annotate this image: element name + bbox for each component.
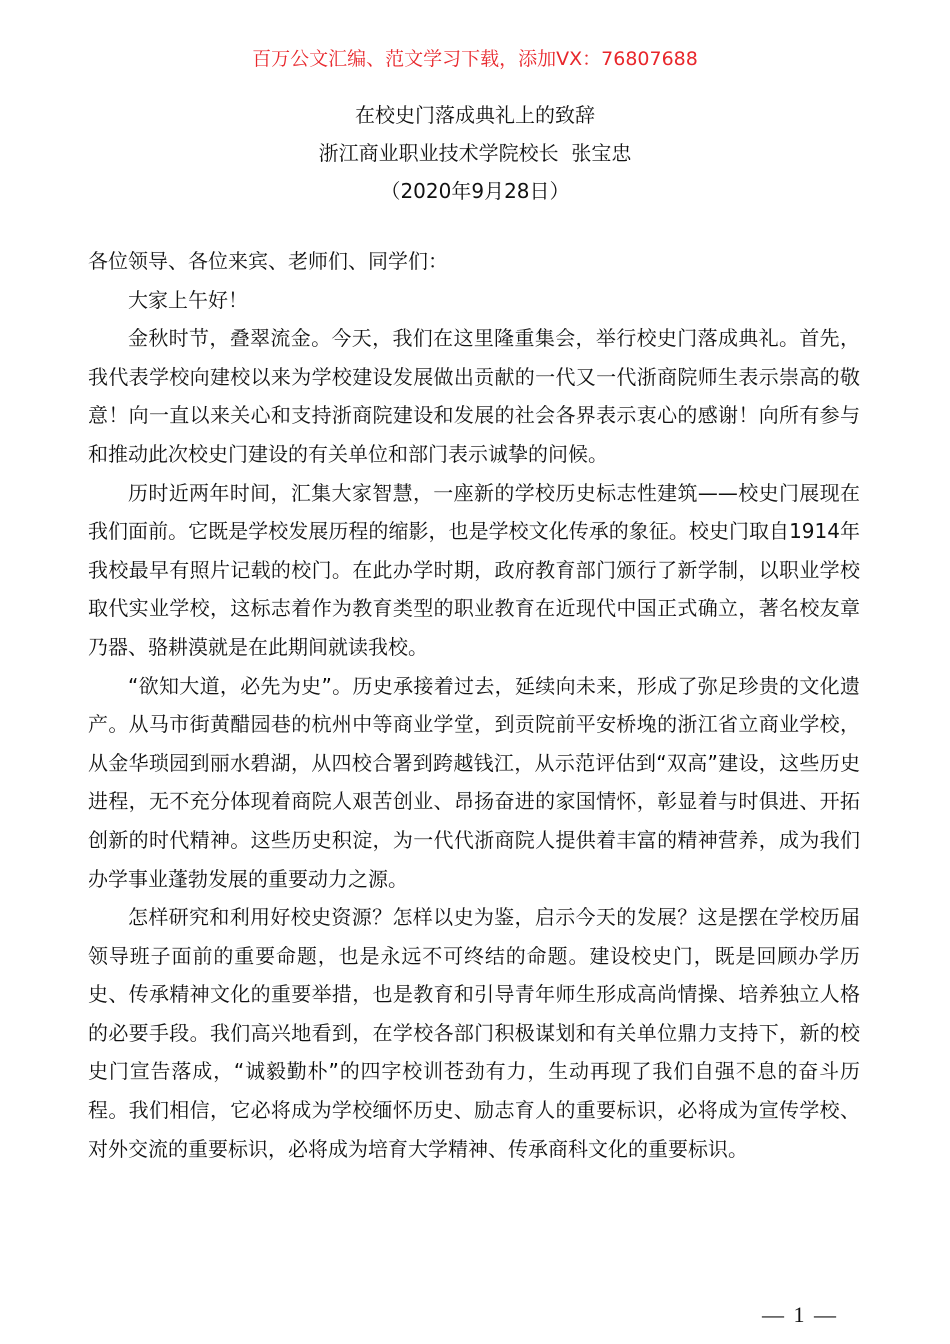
author-line: 浙江商业职业技术学院校长 张宝忠: [318, 141, 632, 165]
paragraph-opening: 金秋时节，叠翠流金。今天，我们在这里隆重集会，举行校史门落成典礼。首先，我代表学校向建校以来为学校建设发展做出贡献的一代又一代浙商院师生表示崇高的敬意！向一直以来关心和支持浙商院建设和发展的社会各界表示衷心的感谢！向所有参与和推动此次校史门建设的有关单位和部门表示诚挚的问候。: [88, 326, 860, 466]
watermark-banner: 百万公文汇编、范文学习下载，添加VX：76807688: [252, 48, 698, 70]
document-title: 在校史门落成典礼上的致辞: [355, 103, 595, 127]
paragraph-greeting: 大家上午好！: [128, 287, 248, 312]
paragraph-heritage: “欲知大道，必先为史”。历史承接着过去，延续向未来，形成了弥足珍贵的文化遗产。从马市街黄醋园巷的杭州中等商业学堂，到贡院前平安桥堍的浙江省立商业学校，从金华琐园到丽水碧湖，从四校合署到跨越钱江，从示范评估到“双高”建设，这些历史进程，无不充分体现着商院人艰苦创业、昂扬奋进的家国情怀，彰显着与时俱进、开拓创新的时代精神。这些历史积淀，为一代代浙商院人提供着丰富的精神营养，成为我们办学事业蓬勃发展的重要动力之源。: [88, 673, 860, 891]
page-number: — 1 —: [762, 1302, 838, 1327]
title-block: [0, 96, 950, 210]
paragraph-significance: 怎样研究和利用好校史资源？怎样以史为鉴，启示今天的发展？这是摆在学校历届领导班子面前的重要命题，也是永远不可终结的命题。建设校史门，既是回顾办学历史、传承精神文化的重要举措，也是教育和引导青年师生形成高尚情操、培养独立人格的必要手段。我们高兴地看到，在学校各部门积极谋划和有关单位鼎力支持下，新的校史门宣告落成，“诚毅勤朴”的四字校训苍劲有力，生动再现了我们自强不息的奋斗历程。我们相信，它必将成为学校缅怀历史、励志育人的重要标识，必将成为宣传学校、对外交流的重要标识，必将成为培育大学精神、传承商科文化的重要标识。: [88, 905, 860, 1161]
speech-body: [88, 242, 860, 1168]
salutation: 各位领导、各位来宾、老师们、同学们：: [88, 249, 448, 273]
paragraph-history-gate: 历时近两年时间，汇集大家智慧，一座新的学校历史标志性建筑——校史门展现在我们面前。它既是学校发展历程的缩影，也是学校文化传承的象征。校史门取自1914年我校最早有照片记载的校门。在此办学时期，政府教育部门颁行了新学制，以职业学校取代实业学校，这标志着作为教育类型的职业教育在近现代中国正式确立，著名校友章乃器、骆耕漠就是在此期间就读我校。: [88, 480, 860, 659]
date-line: （2020年9月28日）: [380, 179, 570, 203]
